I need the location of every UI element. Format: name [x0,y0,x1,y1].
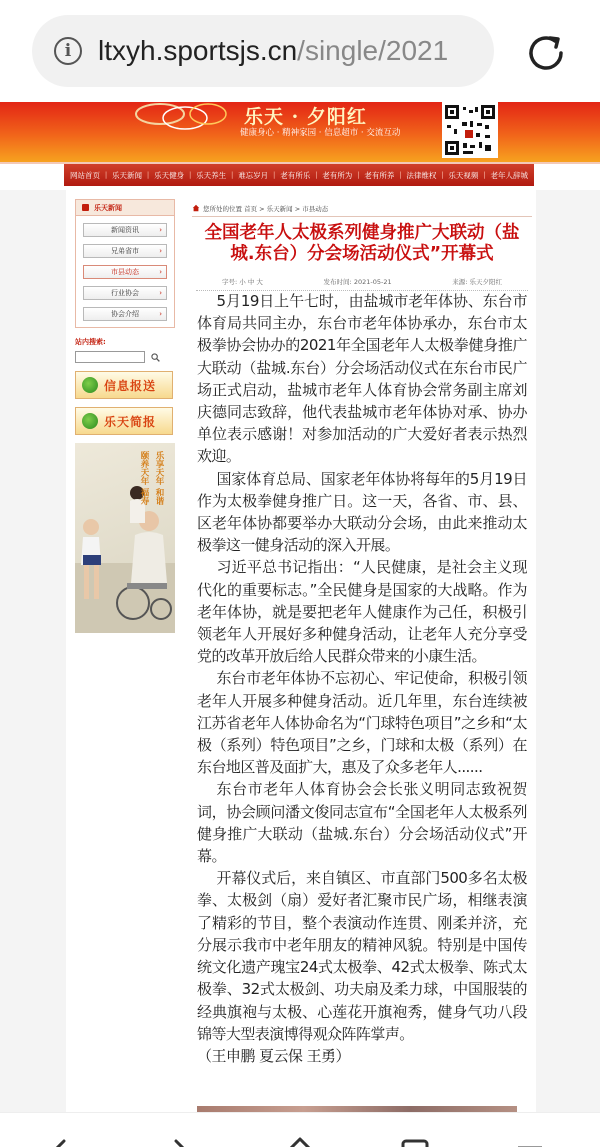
article-paragraph: 国家体育总局、国家老年体协将每年的5月19日作为太极拳健身推广日。这一天，各省、市、县、区老年体协都要举办大联动分会场，由此来推动太极拳这一健身活动的深入开展。 [197,469,527,555]
chevron-right-icon: › [159,226,162,234]
site-name: 乐天 · 夕阳红 [244,106,367,128]
url-text[interactable]: ltxyh.sportsjs.cn/single/2021 [98,35,449,66]
nav-item-fitness[interactable]: 乐天健身 [154,170,185,180]
menu-icon[interactable] [510,1121,550,1147]
article-body [197,290,527,1067]
qr-code-icon [442,102,498,158]
font-size-control[interactable]: 字号: 小 中 大 [222,277,263,286]
photo-caption-line-2: 颐养天年 福寿 [139,451,149,505]
search-input[interactable] [75,351,145,363]
browser-toolbar [0,0,600,102]
back-icon[interactable] [40,1121,80,1147]
address-bar[interactable] [32,15,494,87]
nav-item-home[interactable]: 网站首页 [70,170,100,180]
site-search [75,351,175,363]
article-paragraph: 东台市老年体协不忘初心、牢记使命，积极引领老年人开展多种健身活动。近几年里，东台连续被江苏省老年人体协命名为“门球特色项目”之乡和“太极（系列）特色项目”之乡，门球和太极（系列）在东台地区普及面扩大，惠及了众多老年人...... [197,669,527,777]
article-paragraph: 开幕仪式后，来自镇区、市直部门500多名太极拳、太极剑（扇）爱好者汇聚市民广场，相继表演了精彩的节目，整个表演动作连贯、刚柔并济，充分展示我市中老年朋友的精神风貌。特别是中国传统文化遗产瑰宝24式太极拳、42式太极拳、陈式太极拳、32式太极剑、功夫扇及柔力球，中国服装的经典旗袍与太极、心莲花开旗袍秀，健身气功八段锦等大型表演博得观众阵阵掌声。 [197,869,527,1043]
nav-item-care[interactable]: 老有所养 [364,170,395,180]
nav-item-joy[interactable]: 老有所乐 [280,170,311,180]
sidebar-item-sister-cities[interactable]: 兄弟省市 › [83,244,167,258]
info-icon[interactable]: i [54,37,82,65]
sidebar [75,199,175,633]
nav-item-contribution[interactable]: 老有所为 [322,170,353,180]
sidebar-item-about[interactable]: 协会介绍 › [83,307,167,321]
elderly-family-photo[interactable] [75,443,175,633]
nav-item-video[interactable]: 乐天视频 [448,170,479,180]
nav-item-elderly[interactable]: 老年人辞城 [490,170,528,180]
globe-icon [82,413,98,429]
article-paragraph: 习近平总书记指出：“人民健康，是社会主义现代化的重要标志。”全民健身是国家的大战略。作为老年体协，就是要把老年人健康作为己任，积极引领老年人开展好多种健身活动，让老年人充分享受党的改革开放后给人民群众带来的小康生活。 [197,558,527,666]
location-icon [192,204,200,212]
globe-icon [82,377,98,393]
nav-item-legal[interactable]: 法律维权 [406,170,437,180]
browser-bottom-bar [0,1112,600,1147]
main-nav: 网站首页 | 乐天新闻 | 乐天健身 | 乐天养生 | 难忘岁月 | 老有所乐 | 老有所为 | 老有所养 | 法律维权 | 乐天视频 | 老年人辞城 [64,164,534,186]
sidebar-heading: 乐天新闻 [76,200,174,216]
article-meta [196,273,528,289]
forward-icon[interactable] [160,1121,200,1147]
breadcrumb-prefix: 您所处的位置 [203,204,242,213]
publish-date: 发布时间: 2021-05-21 [323,277,392,286]
chevron-right-icon: › [159,268,162,276]
breadcrumb-divider [192,216,532,217]
article-title: 全国老年人太极系列健身推广大联动（盐城.东台）分会场活动仪式”开幕式 [204,223,520,264]
chevron-right-icon: › [159,310,162,318]
site-slogan: 健康身心 · 精神家园 · 信息超市 · 交流互动 [240,128,401,138]
tabs-icon[interactable] [395,1121,435,1147]
site-header [0,102,600,162]
nav-item-health[interactable]: 乐天养生 [196,170,227,180]
article-paragraph: 5月19日上午七时，由盐城市老年体协、东台市体育局共同主办，东台市老年体协承办，东台市太极拳协会协办的2021年全国老年人太极拳健身推广大联动（盐城.东台）分会场活动仪式在东台市民广场正式启动，盐城市老年人体育协会常务副主席刘庆德同志致辞，他代表盐城市老年体协对承、协办单位表示感谢！对参加活动的广大爱好者表示热烈欢迎。 [197,292,527,466]
newsletter-banner[interactable]: 乐天简报 [75,407,173,435]
nav-item-memories[interactable]: 难忘岁月 [238,170,269,180]
sidebar-item-news-info[interactable]: 新闻资讯 › [83,223,167,237]
info-submit-banner[interactable]: 信息报送 [75,371,173,399]
nav-item-news[interactable]: 乐天新闻 [112,170,143,180]
article-source: 来源: 乐天夕阳红 [452,277,502,286]
sidebar-item-associations[interactable]: 行业协会 › [83,286,167,300]
photo-caption-line-1: 乐享天年 和谐 [154,451,164,505]
breadcrumb-path[interactable]: 首页 > 乐天新闻 > 市县动态 [244,204,329,213]
article-paragraph: 东台市老年人体育协会会长张义明同志致祝贺词，协会顾问潘文俊同志宣布“全国老年人太极系列健身推广大联动（盐城.东台）分会场活动仪式”开幕。 [197,780,527,866]
article-byline: （王申鹏 夏云保 王勇） [197,1046,350,1065]
logo-rings-icon [130,102,230,142]
breadcrumb [192,201,530,215]
nav-wrap [0,164,600,190]
reload-icon[interactable] [523,30,569,76]
chevron-right-icon: › [159,247,162,255]
sidebar-menu [75,199,175,328]
home-icon[interactable] [280,1121,320,1147]
search-icon[interactable] [151,353,160,362]
site-search-label: 站内搜索: [75,338,106,346]
photo-caption [75,451,165,505]
chevron-right-icon: › [159,289,162,297]
sidebar-item-county-news[interactable]: 市县动态 › [83,265,167,279]
